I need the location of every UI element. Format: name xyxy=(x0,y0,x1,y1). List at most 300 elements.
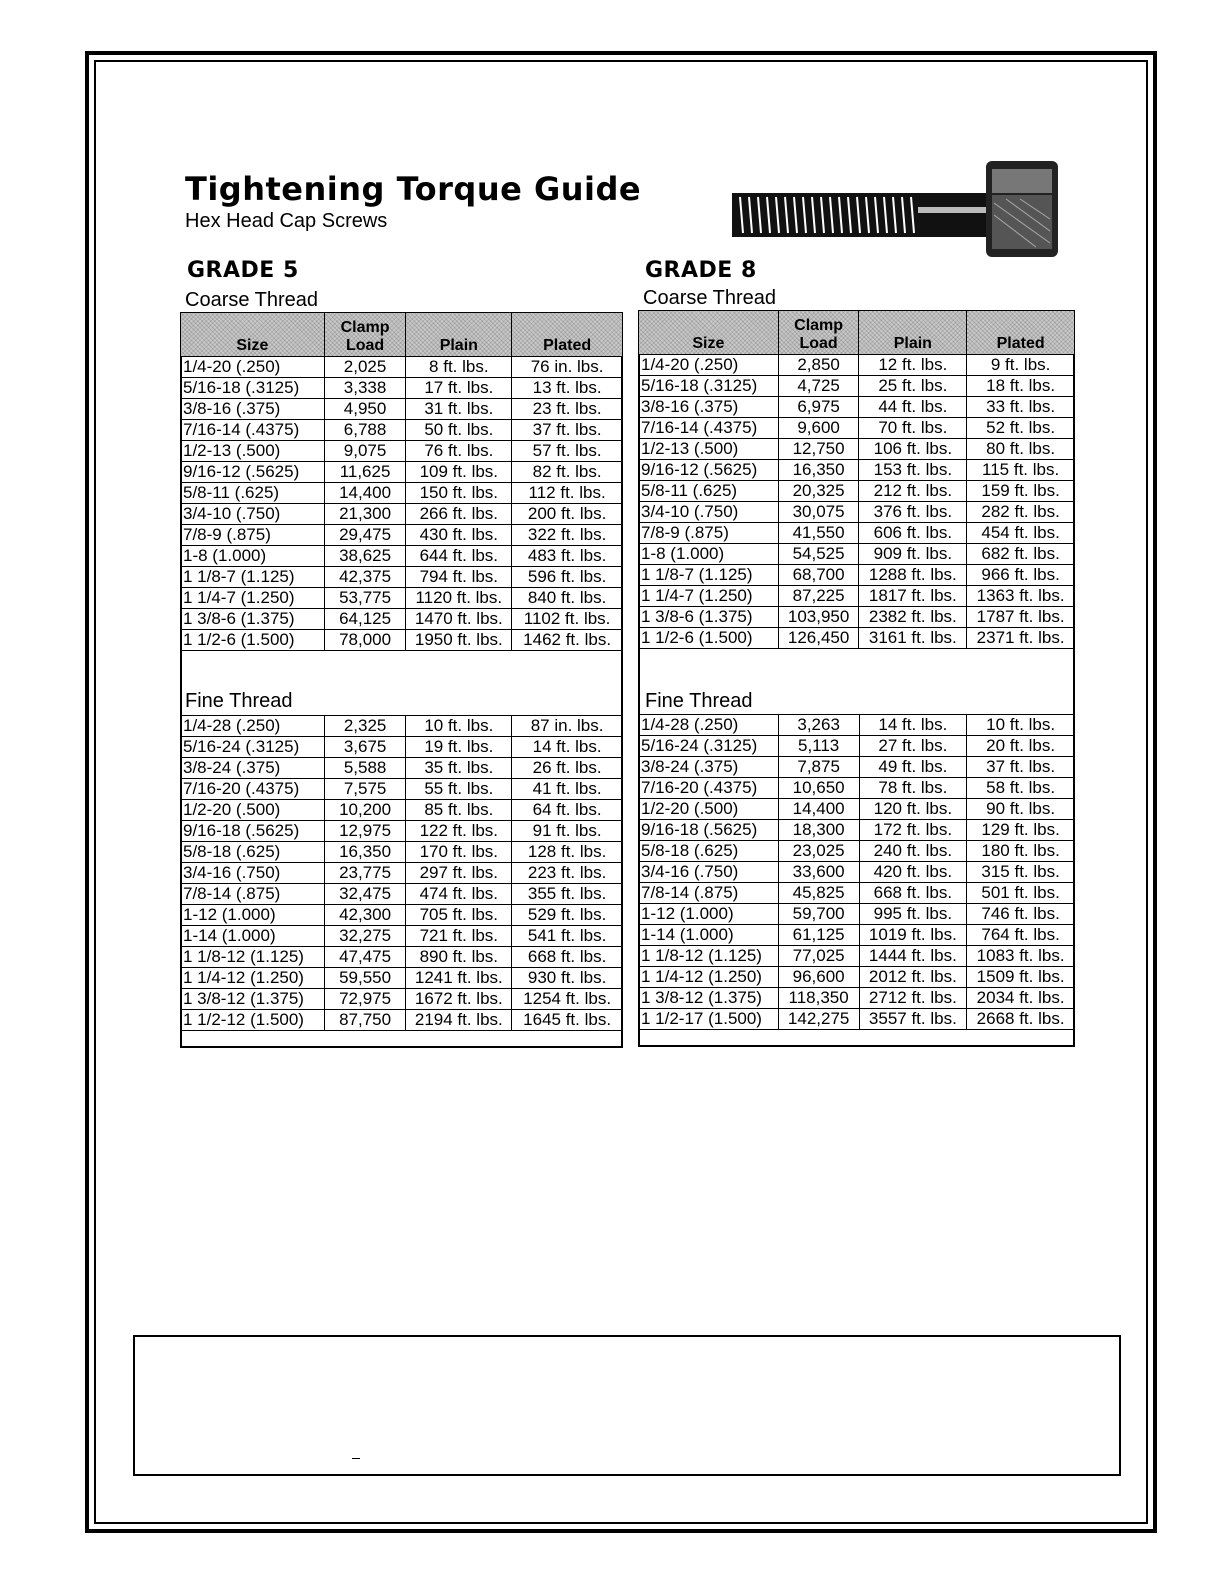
plain-torque-cell: 31 ft. lbs. xyxy=(406,399,512,420)
plain-torque-cell: 14 ft. lbs. xyxy=(859,715,967,736)
plated-torque-cell: 26 ft. lbs. xyxy=(512,758,623,779)
table-row xyxy=(639,481,1075,502)
table-row xyxy=(181,441,623,462)
table-row xyxy=(639,376,1075,397)
grade-8-fine-label: Fine Thread xyxy=(645,690,753,712)
plain-torque-cell: 78 ft. lbs. xyxy=(859,778,967,799)
plain-torque-cell: 44 ft. lbs. xyxy=(859,397,967,418)
size-cell: 7/8-9 (.875) xyxy=(181,525,325,546)
plain-torque-cell: 909 ft. lbs. xyxy=(859,544,967,565)
size-cell: 1 1/4-12 (1.250) xyxy=(639,967,779,988)
size-cell: 1 3/8-6 (1.375) xyxy=(639,607,779,628)
clamp-load-cell: 61,125 xyxy=(778,925,859,946)
plain-torque-cell: 76 ft. lbs. xyxy=(406,441,512,462)
size-cell: 1-12 (1.000) xyxy=(181,905,325,926)
clamp-load-cell: 3,263 xyxy=(778,715,859,736)
plain-torque-cell: 721 ft. lbs. xyxy=(406,926,512,947)
clamp-load-cell: 53,775 xyxy=(324,588,406,609)
plated-torque-cell: 200 ft. lbs. xyxy=(512,504,623,525)
header-plain: Plain xyxy=(406,313,512,357)
size-cell: 1 1/2-12 (1.500) xyxy=(181,1010,325,1031)
table-row xyxy=(639,715,1075,736)
plain-torque-cell: 50 ft. lbs. xyxy=(406,420,512,441)
clamp-load-cell: 54,525 xyxy=(778,544,859,565)
plated-torque-cell: 840 ft. lbs. xyxy=(512,588,623,609)
table-row xyxy=(639,946,1075,967)
plated-torque-cell: 37 ft. lbs. xyxy=(967,757,1075,778)
size-cell: 7/8-14 (.875) xyxy=(639,883,779,904)
plain-torque-cell: 995 ft. lbs. xyxy=(859,904,967,925)
plain-torque-cell: 85 ft. lbs. xyxy=(406,800,512,821)
table-row xyxy=(639,736,1075,757)
size-cell: 1 1/2-6 (1.500) xyxy=(639,628,779,649)
clamp-load-cell: 3,675 xyxy=(324,737,406,758)
table-row xyxy=(181,863,623,884)
header-clamp: Clamp xyxy=(340,319,390,336)
table-row xyxy=(639,799,1075,820)
plated-torque-cell: 668 ft. lbs. xyxy=(512,947,623,968)
size-cell: 7/8-14 (.875) xyxy=(181,884,325,905)
plated-torque-cell: 501 ft. lbs. xyxy=(967,883,1075,904)
clamp-load-cell: 72,975 xyxy=(324,989,406,1010)
clamp-load-cell: 32,475 xyxy=(324,884,406,905)
plain-torque-cell: 109 ft. lbs. xyxy=(406,462,512,483)
plated-torque-cell: 2371 ft. lbs. xyxy=(967,628,1075,649)
hex-cap-screw-icon xyxy=(730,155,1060,260)
size-cell: 1 3/8-12 (1.375) xyxy=(181,989,325,1010)
table-row xyxy=(181,842,623,863)
clamp-load-cell: 23,775 xyxy=(324,863,406,884)
plated-torque-cell: 128 ft. lbs. xyxy=(512,842,623,863)
clamp-load-cell: 2,850 xyxy=(778,355,859,376)
plated-torque-cell: 223 ft. lbs. xyxy=(512,863,623,884)
clamp-load-cell: 5,588 xyxy=(324,758,406,779)
size-cell: 1 1/4-7 (1.250) xyxy=(181,588,325,609)
plain-torque-cell: 376 ft. lbs. xyxy=(859,502,967,523)
clamp-load-cell: 2,325 xyxy=(324,716,406,737)
plain-torque-cell: 49 ft. lbs. xyxy=(859,757,967,778)
grade-5-fine-label: Fine Thread xyxy=(185,690,293,712)
size-cell: 5/8-11 (.625) xyxy=(639,481,779,502)
header-size: Size xyxy=(639,311,779,355)
page-subtitle: Hex Head Cap Screws xyxy=(185,210,388,232)
plain-torque-cell: 240 ft. lbs. xyxy=(859,841,967,862)
clamp-load-cell: 4,725 xyxy=(778,376,859,397)
plain-torque-cell: 27 ft. lbs. xyxy=(859,736,967,757)
clamp-load-cell: 12,975 xyxy=(324,821,406,842)
plain-torque-cell: 17 ft. lbs. xyxy=(406,378,512,399)
clamp-load-cell: 78,000 xyxy=(324,630,406,651)
plated-torque-cell: 2034 ft. lbs. xyxy=(967,988,1075,1009)
clamp-load-cell: 20,325 xyxy=(778,481,859,502)
table-row xyxy=(181,399,623,420)
table-row xyxy=(181,567,623,588)
plated-torque-cell: 483 ft. lbs. xyxy=(512,546,623,567)
table-header-row xyxy=(639,311,1075,355)
table-row xyxy=(181,1010,623,1031)
plated-torque-cell: 9 ft. lbs. xyxy=(967,355,1075,376)
clamp-load-cell: 103,950 xyxy=(778,607,859,628)
table-row xyxy=(181,779,623,800)
table-row xyxy=(181,630,623,651)
clamp-load-cell: 59,700 xyxy=(778,904,859,925)
plated-torque-cell: 91 ft. lbs. xyxy=(512,821,623,842)
clamp-load-cell: 64,125 xyxy=(324,609,406,630)
table-row xyxy=(181,357,623,378)
table-row xyxy=(639,778,1075,799)
header-clamp-load xyxy=(324,313,406,357)
table-row xyxy=(181,884,623,905)
clamp-load-cell: 6,788 xyxy=(324,420,406,441)
clamp-load-cell: 32,275 xyxy=(324,926,406,947)
size-cell: 3/8-16 (.375) xyxy=(639,397,779,418)
plain-torque-cell: 668 ft. lbs. xyxy=(859,883,967,904)
header-load: Load xyxy=(799,335,838,352)
size-cell: 5/8-11 (.625) xyxy=(181,483,325,504)
clamp-load-cell: 14,400 xyxy=(778,799,859,820)
table-row xyxy=(639,1009,1075,1030)
plated-torque-cell: 129 ft. lbs. xyxy=(967,820,1075,841)
plated-torque-cell: 180 ft. lbs. xyxy=(967,841,1075,862)
plated-torque-cell: 10 ft. lbs. xyxy=(967,715,1075,736)
plated-torque-cell: 315 ft. lbs. xyxy=(967,862,1075,883)
table-row xyxy=(181,737,623,758)
size-cell: 3/4-10 (.750) xyxy=(639,502,779,523)
table-row xyxy=(639,502,1075,523)
plated-torque-cell: 57 ft. lbs. xyxy=(512,441,623,462)
clamp-load-cell: 96,600 xyxy=(778,967,859,988)
size-cell: 9/16-12 (.5625) xyxy=(639,460,779,481)
plated-torque-cell: 76 in. lbs. xyxy=(512,357,623,378)
clamp-load-cell: 77,025 xyxy=(778,946,859,967)
table-row xyxy=(639,757,1075,778)
clamp-load-cell: 29,475 xyxy=(324,525,406,546)
clamp-load-cell: 126,450 xyxy=(778,628,859,649)
plated-torque-cell: 159 ft. lbs. xyxy=(967,481,1075,502)
table-row xyxy=(639,586,1075,607)
plain-torque-cell: 55 ft. lbs. xyxy=(406,779,512,800)
size-cell: 3/8-16 (.375) xyxy=(181,399,325,420)
plated-torque-cell: 746 ft. lbs. xyxy=(967,904,1075,925)
table-row xyxy=(639,841,1075,862)
grade-5-coarse-table xyxy=(180,312,623,651)
clamp-load-cell: 14,400 xyxy=(324,483,406,504)
plain-torque-cell: 1120 ft. lbs. xyxy=(406,588,512,609)
plain-torque-cell: 1950 ft. lbs. xyxy=(406,630,512,651)
plated-torque-cell: 80 ft. lbs. xyxy=(967,439,1075,460)
size-cell: 1 1/4-12 (1.250) xyxy=(181,968,325,989)
plain-torque-cell: 120 ft. lbs. xyxy=(859,799,967,820)
clamp-load-cell: 118,350 xyxy=(778,988,859,1009)
plated-torque-cell: 14 ft. lbs. xyxy=(512,737,623,758)
plated-torque-cell: 52 ft. lbs. xyxy=(967,418,1075,439)
plain-torque-cell: 3557 ft. lbs. xyxy=(859,1009,967,1030)
size-cell: 1 1/8-12 (1.125) xyxy=(181,947,325,968)
size-cell: 3/4-10 (.750) xyxy=(181,504,325,525)
plated-torque-cell: 682 ft. lbs. xyxy=(967,544,1075,565)
grade-8-fine-table xyxy=(638,714,1075,1030)
plated-torque-cell: 322 ft. lbs. xyxy=(512,525,623,546)
clamp-load-cell: 10,200 xyxy=(324,800,406,821)
header-load: Load xyxy=(345,337,385,354)
clamp-load-cell: 16,350 xyxy=(324,842,406,863)
clamp-load-cell: 4,950 xyxy=(324,399,406,420)
plated-torque-cell: 20 ft. lbs. xyxy=(967,736,1075,757)
plain-torque-cell: 122 ft. lbs. xyxy=(406,821,512,842)
size-cell: 1/4-20 (.250) xyxy=(181,357,325,378)
plain-torque-cell: 1288 ft. lbs. xyxy=(859,565,967,586)
plain-torque-cell: 794 ft. lbs. xyxy=(406,567,512,588)
size-cell: 1/2-13 (.500) xyxy=(639,439,779,460)
size-cell: 1 3/8-12 (1.375) xyxy=(639,988,779,1009)
size-cell: 1-8 (1.000) xyxy=(181,546,325,567)
plain-torque-cell: 1817 ft. lbs. xyxy=(859,586,967,607)
table-row xyxy=(639,565,1075,586)
plain-torque-cell: 2712 ft. lbs. xyxy=(859,988,967,1009)
size-cell: 1/4-28 (.250) xyxy=(181,716,325,737)
plated-torque-cell: 454 ft. lbs. xyxy=(967,523,1075,544)
plated-torque-cell: 596 ft. lbs. xyxy=(512,567,623,588)
plated-torque-cell: 2668 ft. lbs. xyxy=(967,1009,1075,1030)
plated-torque-cell: 23 ft. lbs. xyxy=(512,399,623,420)
plated-torque-cell: 1083 ft. lbs. xyxy=(967,946,1075,967)
size-cell: 1/4-28 (.250) xyxy=(639,715,779,736)
size-cell: 1 3/8-6 (1.375) xyxy=(181,609,325,630)
table-row xyxy=(181,821,623,842)
table-row xyxy=(639,439,1075,460)
grade-5-coarse-label: Coarse Thread xyxy=(185,289,319,311)
table-row xyxy=(639,862,1075,883)
plain-torque-cell: 705 ft. lbs. xyxy=(406,905,512,926)
size-cell: 1 1/4-7 (1.250) xyxy=(639,586,779,607)
size-cell: 1 1/8-7 (1.125) xyxy=(639,565,779,586)
table-row xyxy=(181,947,623,968)
size-cell: 1 1/8-12 (1.125) xyxy=(639,946,779,967)
clamp-load-cell: 42,300 xyxy=(324,905,406,926)
size-cell: 1/4-20 (.250) xyxy=(639,355,779,376)
clamp-load-cell: 2,025 xyxy=(324,357,406,378)
plain-torque-cell: 2382 ft. lbs. xyxy=(859,607,967,628)
clamp-load-cell: 10,650 xyxy=(778,778,859,799)
plain-torque-cell: 106 ft. lbs. xyxy=(859,439,967,460)
plated-torque-cell: 930 ft. lbs. xyxy=(512,968,623,989)
clamp-load-cell: 33,600 xyxy=(778,862,859,883)
table-row xyxy=(181,989,623,1010)
table-row xyxy=(181,758,623,779)
plated-torque-cell: 1102 ft. lbs. xyxy=(512,609,623,630)
table-row xyxy=(181,462,623,483)
clamp-load-cell: 41,550 xyxy=(778,523,859,544)
grade-8-heading: GRADE 8 xyxy=(645,258,757,283)
plated-torque-cell: 90 ft. lbs. xyxy=(967,799,1075,820)
plain-torque-cell: 474 ft. lbs. xyxy=(406,884,512,905)
plain-torque-cell: 1019 ft. lbs. xyxy=(859,925,967,946)
size-cell: 1 1/2-17 (1.500) xyxy=(639,1009,779,1030)
size-cell: 1-12 (1.000) xyxy=(639,904,779,925)
size-cell: 5/16-24 (.3125) xyxy=(639,736,779,757)
size-cell: 7/16-14 (.4375) xyxy=(181,420,325,441)
plated-torque-cell: 13 ft. lbs. xyxy=(512,378,623,399)
plated-torque-cell: 355 ft. lbs. xyxy=(512,884,623,905)
clamp-load-cell: 21,300 xyxy=(324,504,406,525)
table-row xyxy=(639,820,1075,841)
size-cell: 1 1/2-6 (1.500) xyxy=(181,630,325,651)
plated-torque-cell: 18 ft. lbs. xyxy=(967,376,1075,397)
size-cell: 9/16-18 (.5625) xyxy=(639,820,779,841)
size-cell: 5/16-18 (.3125) xyxy=(639,376,779,397)
size-cell: 1-14 (1.000) xyxy=(181,926,325,947)
table-row xyxy=(639,988,1075,1009)
table-row xyxy=(181,716,623,737)
footer-box xyxy=(133,1335,1121,1476)
size-cell: 1-8 (1.000) xyxy=(639,544,779,565)
size-cell: 1/2-13 (.500) xyxy=(181,441,325,462)
plated-torque-cell: 37 ft. lbs. xyxy=(512,420,623,441)
table-row xyxy=(639,418,1075,439)
plated-torque-cell: 82 ft. lbs. xyxy=(512,462,623,483)
table-row xyxy=(181,420,623,441)
header-size: Size xyxy=(181,313,325,357)
plated-torque-cell: 764 ft. lbs. xyxy=(967,925,1075,946)
grade-8-coarse-label: Coarse Thread xyxy=(643,287,777,309)
size-cell: 7/16-14 (.4375) xyxy=(639,418,779,439)
plated-torque-cell: 541 ft. lbs. xyxy=(512,926,623,947)
page-title: Tightening Torque Guide xyxy=(185,170,642,208)
clamp-load-cell: 68,700 xyxy=(778,565,859,586)
plain-torque-cell: 8 ft. lbs. xyxy=(406,357,512,378)
clamp-load-cell: 11,625 xyxy=(324,462,406,483)
clamp-load-cell: 16,350 xyxy=(778,460,859,481)
clamp-load-cell: 87,750 xyxy=(324,1010,406,1031)
plated-torque-cell: 41 ft. lbs. xyxy=(512,779,623,800)
size-cell: 1/2-20 (.500) xyxy=(639,799,779,820)
clamp-load-cell: 45,825 xyxy=(778,883,859,904)
plain-torque-cell: 430 ft. lbs. xyxy=(406,525,512,546)
clamp-load-cell: 9,075 xyxy=(324,441,406,462)
plain-torque-cell: 1672 ft. lbs. xyxy=(406,989,512,1010)
clamp-load-cell: 30,075 xyxy=(778,502,859,523)
size-cell: 3/4-16 (.750) xyxy=(181,863,325,884)
plain-torque-cell: 420 ft. lbs. xyxy=(859,862,967,883)
table-row xyxy=(181,968,623,989)
plated-torque-cell: 87 in. lbs. xyxy=(512,716,623,737)
plain-torque-cell: 1241 ft. lbs. xyxy=(406,968,512,989)
table-row xyxy=(181,483,623,504)
size-cell: 5/16-18 (.3125) xyxy=(181,378,325,399)
header-plated: Plated xyxy=(967,311,1075,355)
plain-torque-cell: 266 ft. lbs. xyxy=(406,504,512,525)
footer-dash xyxy=(352,1458,360,1459)
plated-torque-cell: 282 ft. lbs. xyxy=(967,502,1075,523)
plain-torque-cell: 2012 ft. lbs. xyxy=(859,967,967,988)
plated-torque-cell: 1363 ft. lbs. xyxy=(967,586,1075,607)
table-row xyxy=(639,460,1075,481)
table-row xyxy=(181,905,623,926)
table-row xyxy=(181,525,623,546)
plated-torque-cell: 529 ft. lbs. xyxy=(512,905,623,926)
plain-torque-cell: 170 ft. lbs. xyxy=(406,842,512,863)
clamp-load-cell: 142,275 xyxy=(778,1009,859,1030)
clamp-load-cell: 7,575 xyxy=(324,779,406,800)
plain-torque-cell: 35 ft. lbs. xyxy=(406,758,512,779)
table-row xyxy=(639,355,1075,376)
clamp-load-cell: 42,375 xyxy=(324,567,406,588)
plated-torque-cell: 33 ft. lbs. xyxy=(967,397,1075,418)
clamp-load-cell: 9,600 xyxy=(778,418,859,439)
table-row xyxy=(639,883,1075,904)
table-header-row xyxy=(181,313,623,357)
size-cell: 7/16-20 (.4375) xyxy=(181,779,325,800)
clamp-load-cell: 6,975 xyxy=(778,397,859,418)
plated-torque-cell: 115 ft. lbs. xyxy=(967,460,1075,481)
grade-5-heading: GRADE 5 xyxy=(187,258,299,283)
plain-torque-cell: 19 ft. lbs. xyxy=(406,737,512,758)
plain-torque-cell: 1470 ft. lbs. xyxy=(406,609,512,630)
size-cell: 3/4-16 (.750) xyxy=(639,862,779,883)
header-clamp: Clamp xyxy=(794,317,844,334)
clamp-load-cell: 3,338 xyxy=(324,378,406,399)
table-row xyxy=(639,628,1075,649)
size-cell: 5/16-24 (.3125) xyxy=(181,737,325,758)
plated-torque-cell: 1254 ft. lbs. xyxy=(512,989,623,1010)
table-row xyxy=(639,904,1075,925)
header-plain: Plain xyxy=(859,311,967,355)
table-row xyxy=(639,397,1075,418)
plain-torque-cell: 1444 ft. lbs. xyxy=(859,946,967,967)
table-row xyxy=(181,546,623,567)
plated-torque-cell: 112 ft. lbs. xyxy=(512,483,623,504)
size-cell: 1-14 (1.000) xyxy=(639,925,779,946)
plain-torque-cell: 25 ft. lbs. xyxy=(859,376,967,397)
plated-torque-cell: 58 ft. lbs. xyxy=(967,778,1075,799)
size-cell: 7/8-9 (.875) xyxy=(639,523,779,544)
plain-torque-cell: 10 ft. lbs. xyxy=(406,716,512,737)
plain-torque-cell: 70 ft. lbs. xyxy=(859,418,967,439)
table-row xyxy=(181,588,623,609)
plated-torque-cell: 1787 ft. lbs. xyxy=(967,607,1075,628)
plated-torque-cell: 1462 ft. lbs. xyxy=(512,630,623,651)
grade-8-coarse-table xyxy=(638,310,1075,649)
size-cell: 3/8-24 (.375) xyxy=(639,757,779,778)
header-clamp-load xyxy=(778,311,859,355)
plated-torque-cell: 1509 ft. lbs. xyxy=(967,967,1075,988)
plain-torque-cell: 644 ft. lbs. xyxy=(406,546,512,567)
table-row xyxy=(181,504,623,525)
plated-torque-cell: 1645 ft. lbs. xyxy=(512,1010,623,1031)
table-row xyxy=(639,607,1075,628)
plain-torque-cell: 150 ft. lbs. xyxy=(406,483,512,504)
plain-torque-cell: 2194 ft. lbs. xyxy=(406,1010,512,1031)
table-row xyxy=(639,544,1075,565)
header-plated: Plated xyxy=(512,313,623,357)
size-cell: 9/16-12 (.5625) xyxy=(181,462,325,483)
plated-torque-cell: 966 ft. lbs. xyxy=(967,565,1075,586)
size-cell: 7/16-20 (.4375) xyxy=(639,778,779,799)
plain-torque-cell: 12 ft. lbs. xyxy=(859,355,967,376)
clamp-load-cell: 7,875 xyxy=(778,757,859,778)
clamp-load-cell: 87,225 xyxy=(778,586,859,607)
plain-torque-cell: 297 ft. lbs. xyxy=(406,863,512,884)
table-row xyxy=(181,609,623,630)
table-row xyxy=(181,800,623,821)
clamp-load-cell: 59,550 xyxy=(324,968,406,989)
size-cell: 1/2-20 (.500) xyxy=(181,800,325,821)
size-cell: 3/8-24 (.375) xyxy=(181,758,325,779)
clamp-load-cell: 5,113 xyxy=(778,736,859,757)
grade-5-fine-table xyxy=(180,715,623,1031)
clamp-load-cell: 12,750 xyxy=(778,439,859,460)
size-cell: 9/16-18 (.5625) xyxy=(181,821,325,842)
